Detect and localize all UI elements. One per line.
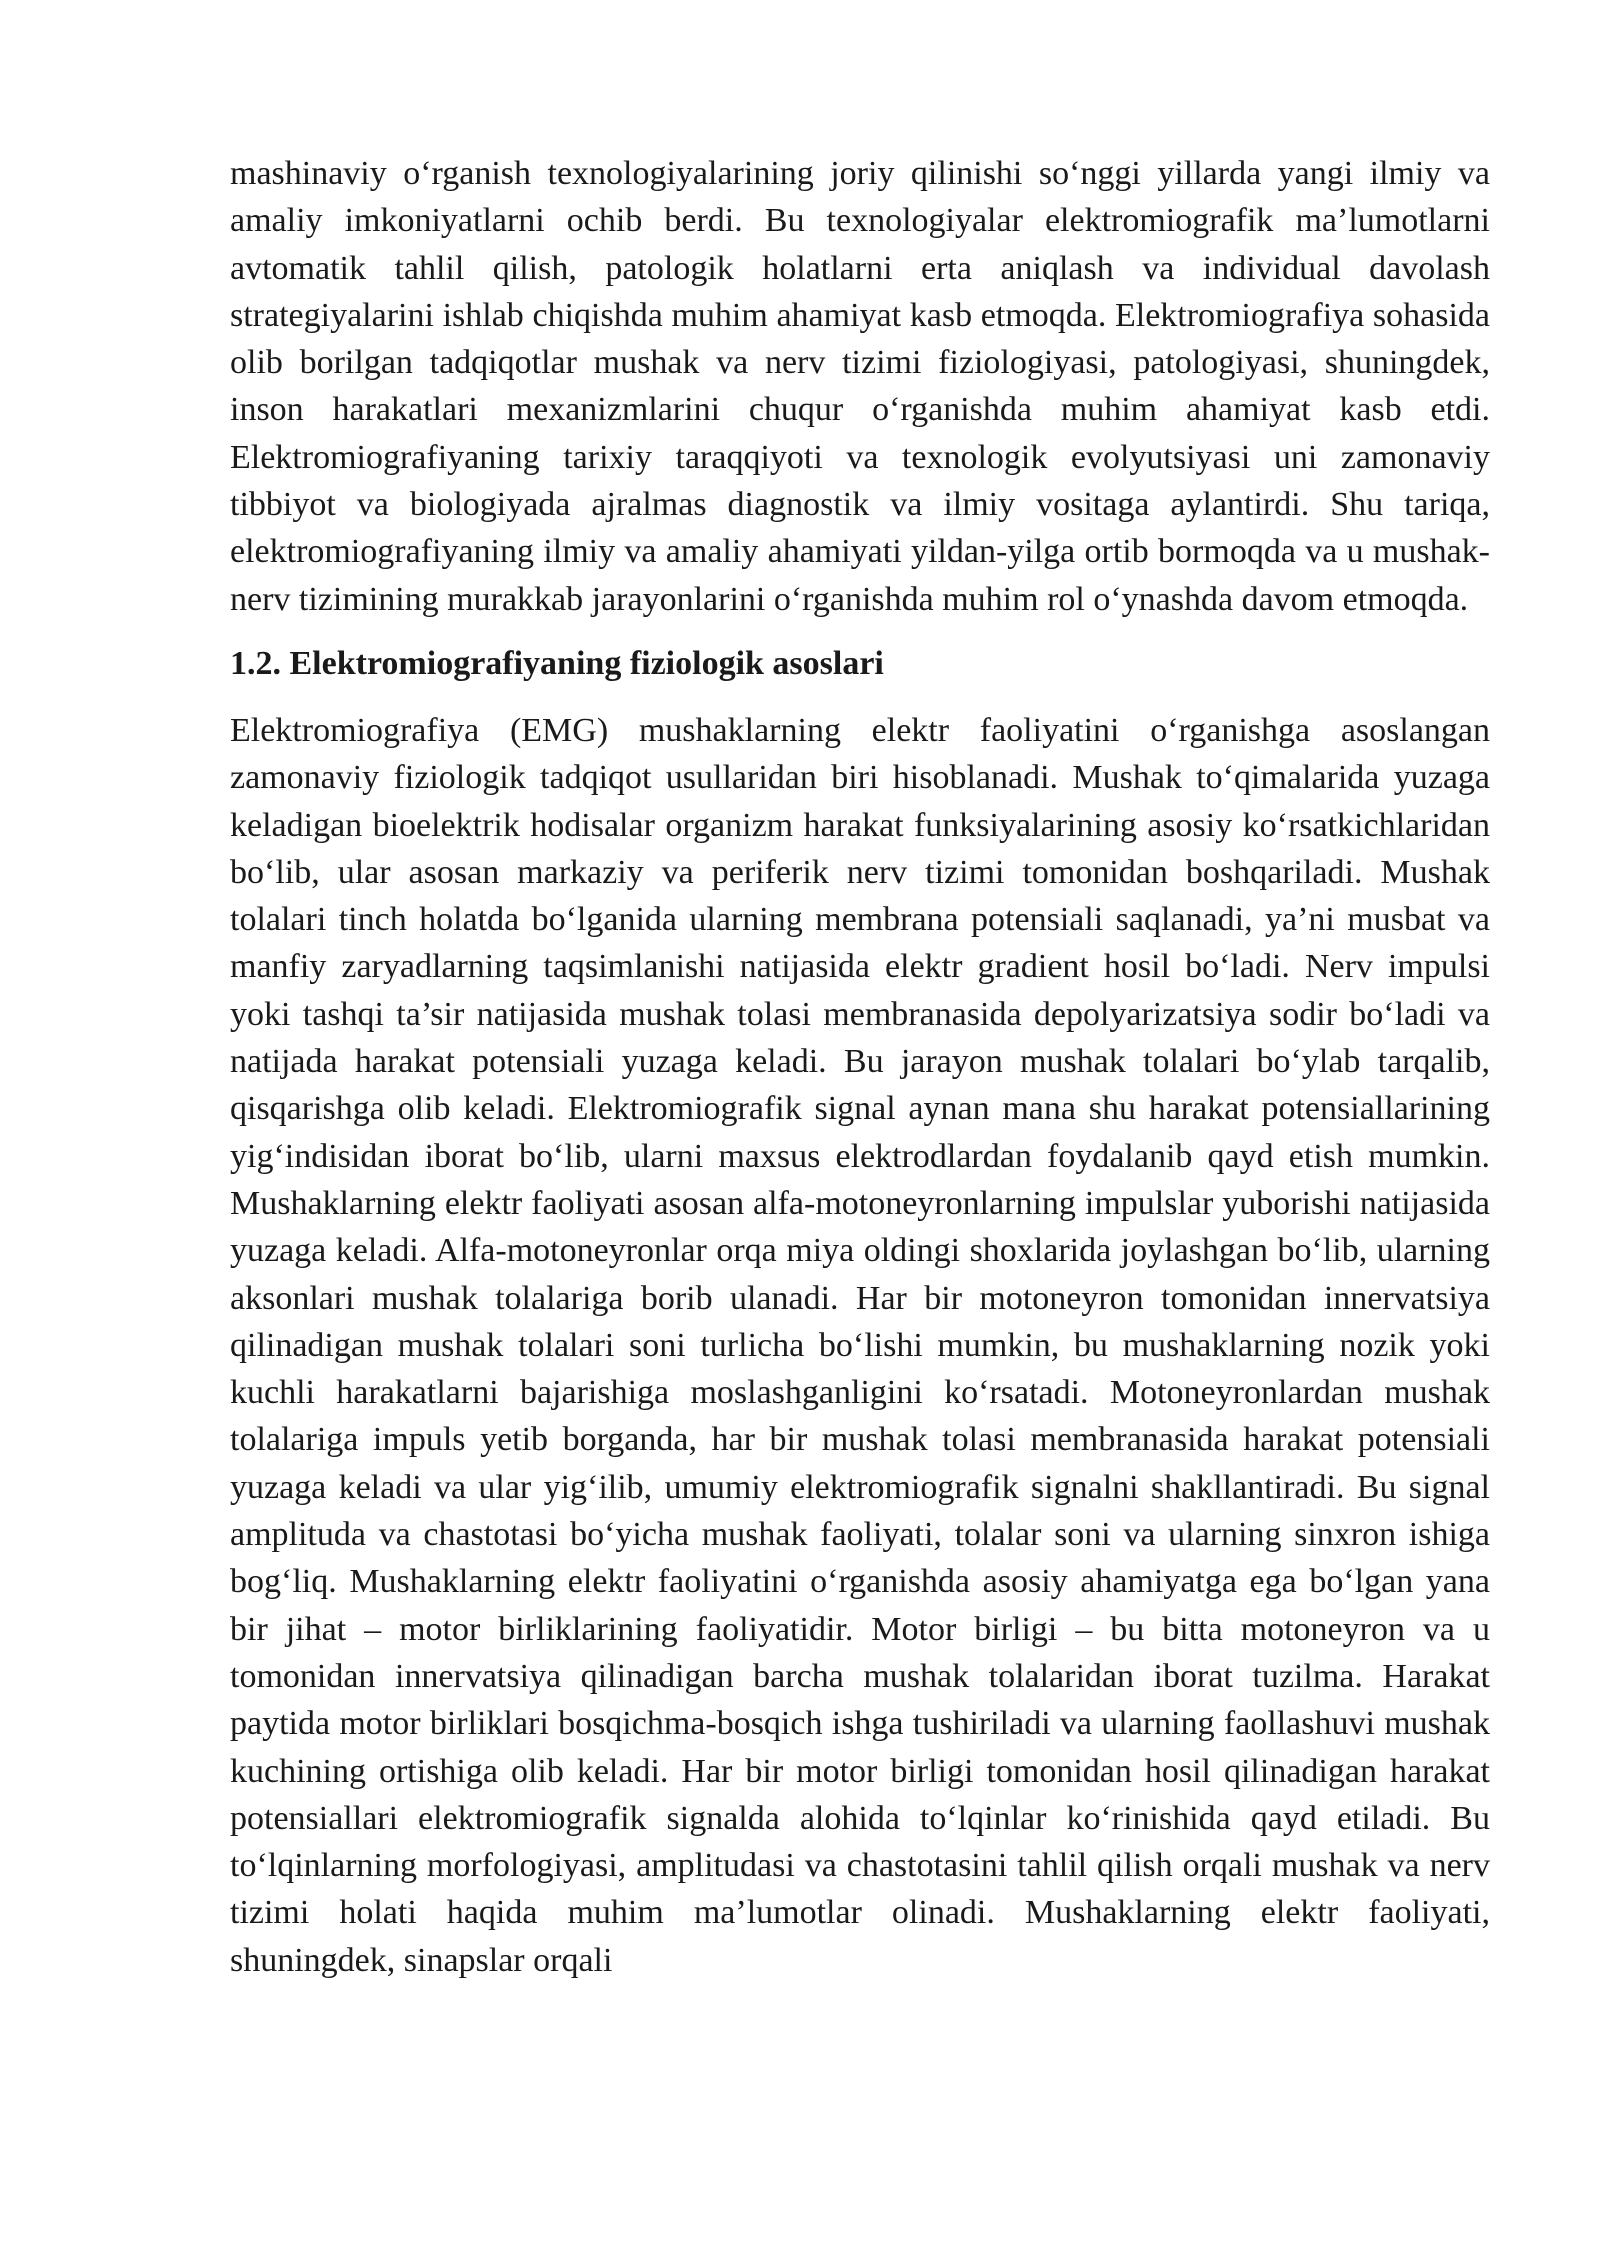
section-heading: 1.2. Elektromiografiyaning fiziologik asoslari: [230, 644, 884, 682]
body-paragraph-physiology: Elektromiografiya (EMG) mushaklarning elektr faoliyatini o‘rganishga asoslangan zamonaviy fiziologik tadqiqot usullaridan biri hisoblanadi. Mushak to‘qimalarida yuzaga keladigan bioelektrik hodisalar organizm harakat funksiyalarining asosiy ko‘rsatkichlaridan bo‘lib, ular asosan markaziy va periferik nerv tizimi tomonidan boshqariladi. Mushak tolalari tinch holatda bo‘lganida ularning membrana potensiali saqlanadi, ya’ni musbat va manfiy zaryadlarning taqsimlanishi natijasida elektr gradient hosil bo‘ladi. Nerv impulsi yoki tashqi ta’sir natijasida mushak tolasi membranasida depolyarizatsiya sodir bo‘ladi va natijada harakat potensiali yuzaga keladi. Bu jarayon mushak tolalari bo‘ylab tarqalib, qisqarishga olib keladi. Elektromiografik signal aynan mana shu harakat potensiallarining yig‘indisidan iborat bo‘lib, ularni maxsus elektrodlardan foydalanib qayd etish mumkin. Mushaklarning elektr faoliyati asosan alfa-motoneyronlarning impulslar yuborishi natijasida yuzaga keladi. Alfa-motoneyronlar orqa miya oldingi shoxlarida joylashgan bo‘lib, ularning aksonlari mushak tolalariga borib ulanadi. Har bir motoneyron tomonidan innervatsiya qilinadigan mushak tolalari soni turlicha bo‘lishi mumkin, bu mushaklarning nozik yoki kuchli harakatlarni bajarishiga moslashganligini ko‘rsatadi. Motoneyronlardan mushak tolalariga impuls yetib borganda, har bir mushak tolasi membranasida harakat potensiali yuzaga keladi va ular yig‘ilib, umumiy elektromiografik signalni shakllantiradi. Bu signal amplituda va chastotasi bo‘yicha mushak faoliyati, tolalar soni va ularning sinxron ishiga bog‘liq. Mushaklarning elektr faoliyatini o‘rganishda asosiy ahamiyatga ega bo‘lgan yana bir jihat – motor birliklarining faoliyatidir. Motor birligi – bu bitta motoneyron va u tomonidan innervatsiya qilinadigan barcha mushak tolalaridan iborat tuzilma. Harakat paytida motor birliklari bosqichma-bosqich ishga tushiriladi va ularning faollashuvi mushak kuchining ortishiga olib keladi. Har bir motor birligi tomonidan hosil qilinadigan harakat potensiallari elektromiografik signalda alohida to‘lqinlar ko‘rinishida qayd etiladi. Bu to‘lqinlarning morfologiyasi, amplitudasi va chastotasini tahlil qilish orqali mushak va nerv tizimi holati haqida muhim ma’lumotlar olinadi. Mushaklarning elektr faoliyati, shuningdek, sinapslar orqali: [230, 711, 1490, 1979]
text-column: [230, 150, 1490, 1984]
body-paragraph-intro: mashinaviy o‘rganish texnologiyalarining joriy qilinishi so‘nggi yillarda yangi ilmiy va amaliy imkoniyatlarni ochib berdi. Bu texnologiyalar elektromiografik ma’lumotlarni avtomatik tahlil qilish, patologik holatlarni erta aniqlash va individual davolash strategiyalarini ishlab chiqishda muhim ahamiyat kasb etmoqda. Elektromiografiya sohasida olib borilgan tadqiqotlar mushak va nerv tizimi fiziologiyasi, patologiyasi, shuningdek, inson harakatlari mexanizmlarini chuqur o‘rganishda muhim ahamiyat kasb etdi. Elektromiografiyaning tarixiy taraqqiyoti va texnologik evolyutsiyasi uni zamonaviy tibbiyot va biologiyada ajralmas diagnostik va ilmiy vositaga aylantirdi. Shu tariqa, elektromiografiyaning ilmiy va amaliy ahamiyati yildan-yilga ortib bormoqda va u mushak-nerv tizimining murakkab jarayonlarini o‘rganishda muhim rol o‘ynashda davom etmoqda.: [230, 155, 1490, 618]
